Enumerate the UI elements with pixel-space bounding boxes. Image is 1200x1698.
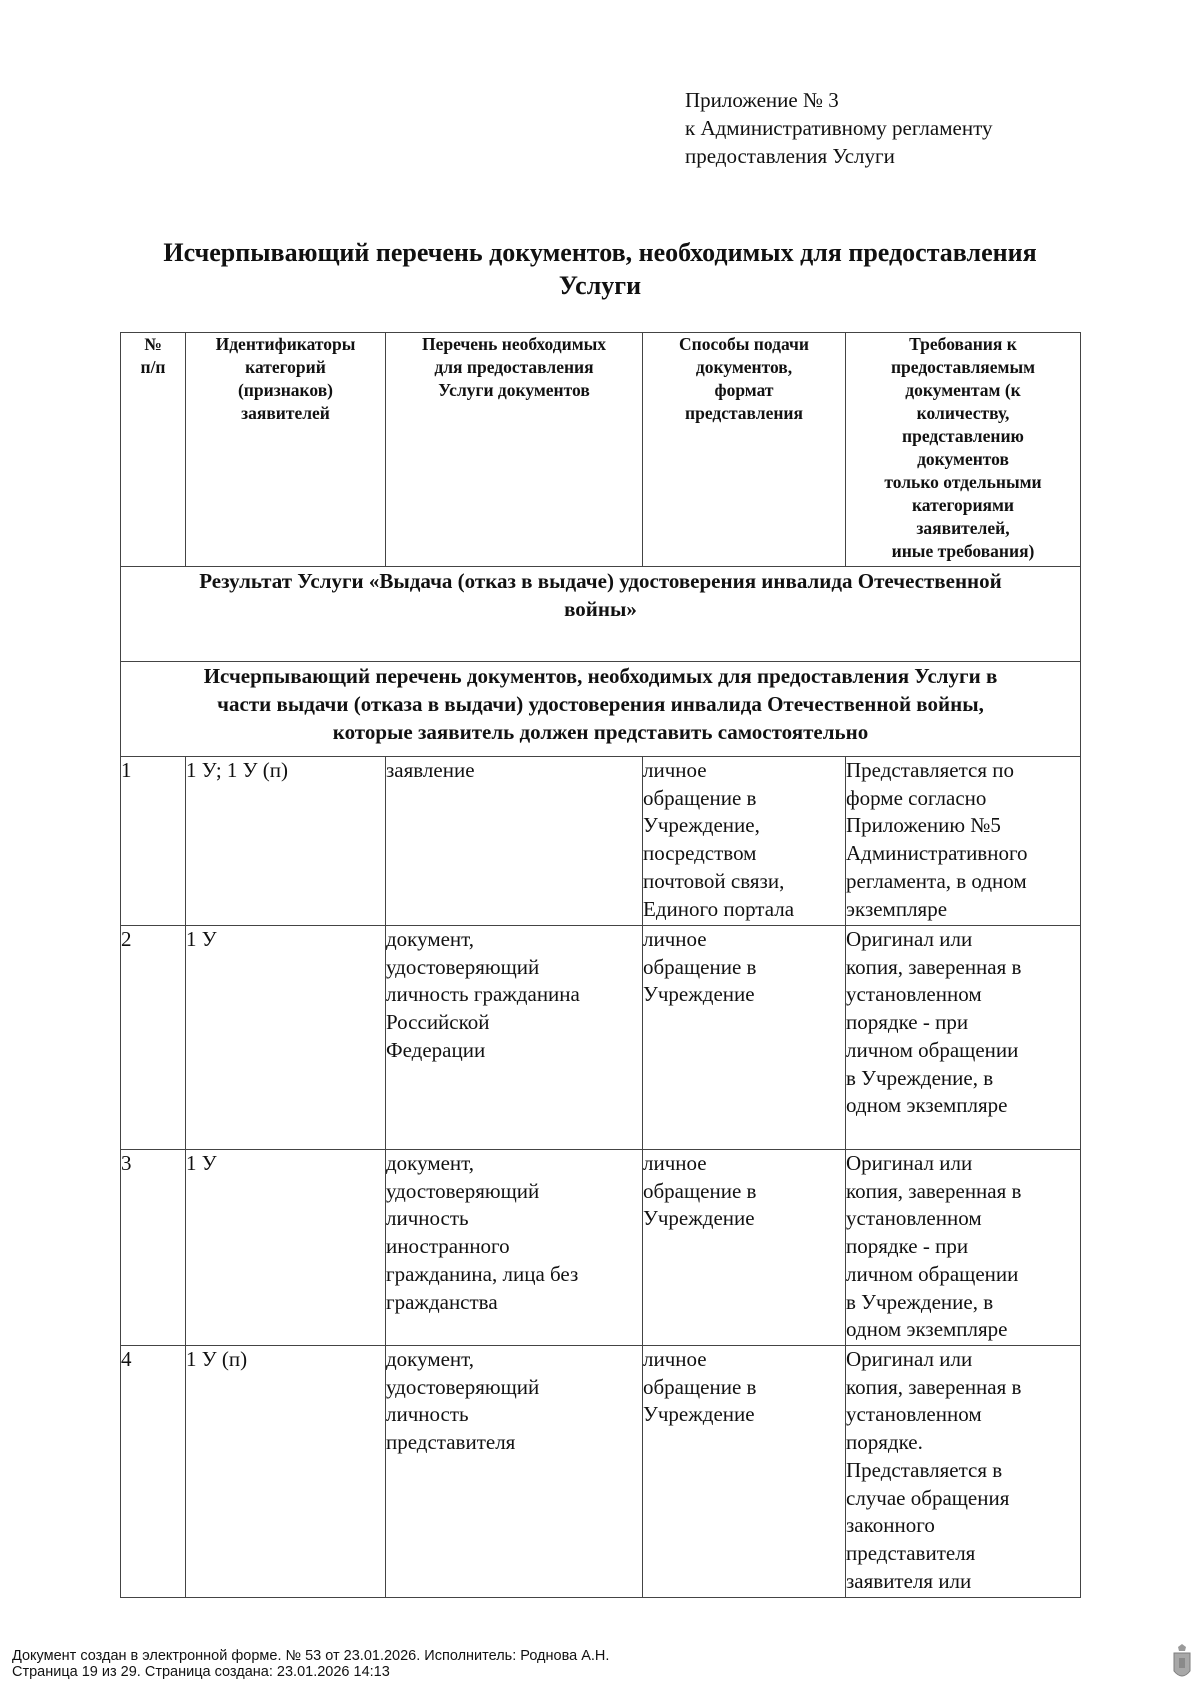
table-header-row <box>121 333 1081 567</box>
appendix-service: предоставления Услуги <box>685 144 895 168</box>
coat-of-arms-icon <box>1172 1643 1192 1683</box>
header-number: № п/п <box>121 333 186 567</box>
appendix-number: Приложение № 3 <box>685 88 839 112</box>
document-title <box>110 236 1090 302</box>
document-title-line-1: Исчерпывающий перечень документов, необходимых для предоставления <box>163 238 1037 267</box>
table-row <box>121 757 1081 926</box>
list-section-title: Исчерпывающий перечень документов, необходимых для предоставления Услуги в части выдачи (отказа в выдачи) удостоверения инвалида Отечественной войны, которые заявитель должен представить самостоятельно <box>121 662 1081 757</box>
table-row <box>121 1150 1081 1346</box>
result-section-title: Результат Услуги «Выдача (отказ в выдаче) удостоверения инвалида Отечественной войны» <box>121 567 1081 662</box>
row-applicant-ids: 1 У (п) <box>186 1346 386 1598</box>
row-applicant-ids: 1 У <box>186 926 386 1150</box>
emblem-crown <box>1178 1644 1186 1651</box>
emblem-center <box>1179 1658 1185 1668</box>
row-number: 2 <box>121 926 186 1150</box>
row-applicant-ids: 1 У <box>186 1150 386 1346</box>
footer-page-info: Страница 19 из 29. Страница создана: 23.01.2026 14:13 <box>12 1664 390 1680</box>
page-footer <box>12 1648 609 1680</box>
row-number: 1 <box>121 757 186 926</box>
list-section-row <box>121 662 1081 757</box>
header-submission-methods: Способы подачи документов, формат представления <box>643 333 846 567</box>
footer-document-info: Документ создан в электронной форме. № 53 от 23.01.2026. Исполнитель: Роднова А.Н. <box>12 1648 610 1664</box>
table-row <box>121 1346 1081 1598</box>
header-requirements: Требования к предоставляемым документам (к количеству, представлению документов только отдельными категориями заявителей, иные требования) <box>846 333 1081 567</box>
appendix-reference <box>685 86 1165 170</box>
header-document-list: Перечень необходимых для предоставления Услуги документов <box>386 333 643 567</box>
row-requirements: Представляется по форме согласно Приложению №5 Административного регламента, в одном экземпляре <box>846 757 1081 926</box>
row-submission-method: личное обращение в Учреждение, посредством почтовой связи, Единого портала <box>643 757 846 926</box>
row-document: документ, удостоверяющий личность иностранного гражданина, лица без гражданства <box>386 1150 643 1346</box>
appendix-regulation: к Административному регламенту <box>685 116 993 140</box>
row-number: 4 <box>121 1346 186 1598</box>
result-section-row <box>121 567 1081 662</box>
table-row <box>121 926 1081 1150</box>
document-title-line-2: Услуги <box>558 271 642 300</box>
row-number: 3 <box>121 1150 186 1346</box>
row-submission-method: личное обращение в Учреждение <box>643 1346 846 1598</box>
row-requirements: Оригинал или копия, заверенная в установленном порядке - при личном обращении в Учреждение, в одном экземпляре <box>846 926 1081 1150</box>
row-document: заявление <box>386 757 643 926</box>
row-document: документ, удостоверяющий личность гражданина Российской Федерации <box>386 926 643 1150</box>
row-requirements: Оригинал или копия, заверенная в установленном порядке - при личном обращении в Учреждение, в одном экземпляре <box>846 1150 1081 1346</box>
row-submission-method: личное обращение в Учреждение <box>643 1150 846 1346</box>
row-document: документ, удостоверяющий личность представителя <box>386 1346 643 1598</box>
row-submission-method: личное обращение в Учреждение <box>643 926 846 1150</box>
header-applicant-ids: Идентификаторы категорий (признаков) заявителей <box>186 333 386 567</box>
documents-table <box>120 332 1081 1598</box>
row-applicant-ids: 1 У; 1 У (п) <box>186 757 386 926</box>
row-requirements: Оригинал или копия, заверенная в установленном порядке. Представляется в случае обращения законного представителя заявителя или <box>846 1346 1081 1598</box>
